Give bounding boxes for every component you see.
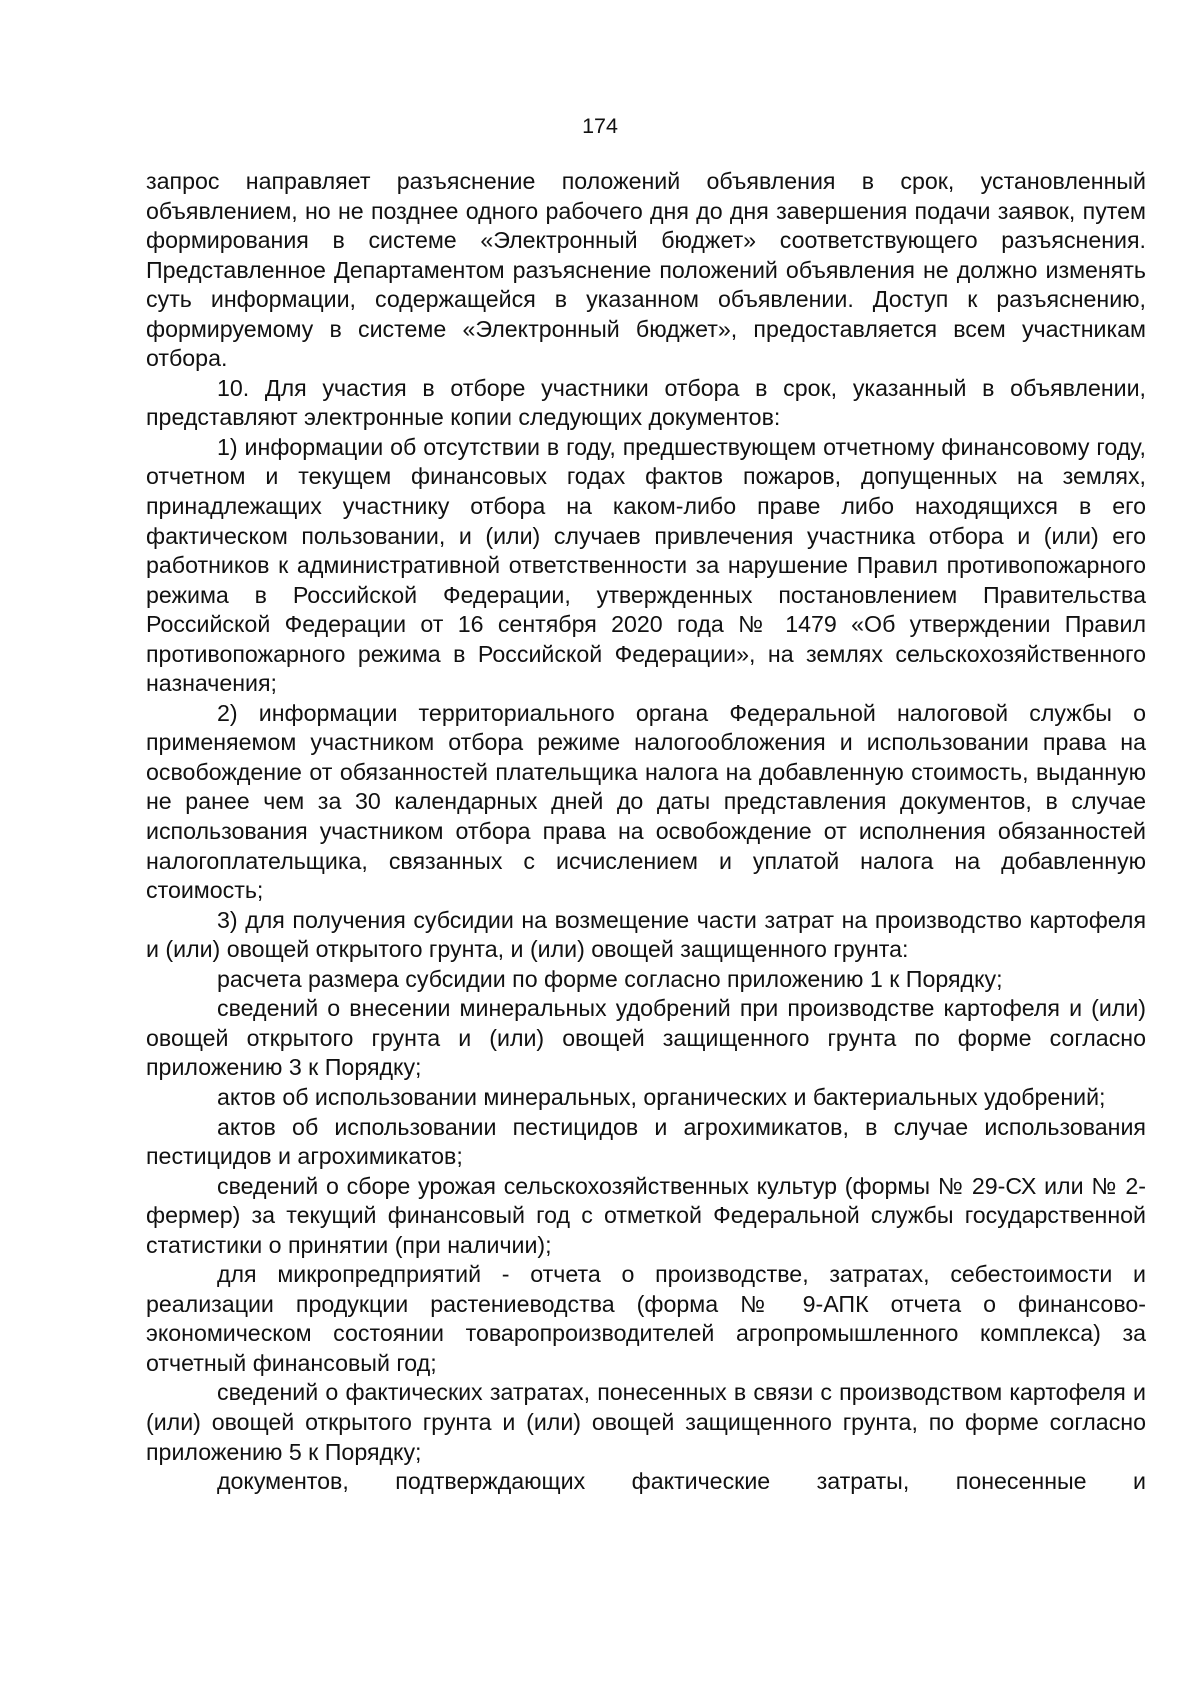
paragraph-subitem-1: 1) информации об отсутствии в году, предшествующем отчетному финансовому году, отчетном и текущем финансовых годах фактов пожаров, допущенных на землях, принадлежащих участнику отбора на каком-либо праве либо находящихся в его фактическом пользовании, и (или) случаев привлечения участника отбора и (или) его работников к административной ответственности за нарушение Правил противопожарного режима в Российской Федерации, утвержденных постановлением Правительства Российской Федерации от 16 сентября 2020 года № 1479 «Об утверждении Правил противопожарного режима в Российской Федерации», на землях сельскохозяйственного назначения; [146, 433, 1146, 697]
paragraph-fertilizer-info: сведений о внесении минеральных удобрений при производстве картофеля и (или) овощей открытого грунта и (или) овощей защищенного грунта по форме согласно приложению 3 к Порядку; [146, 995, 1146, 1081]
paragraph-harvest-info: сведений о сборе урожая сельскохозяйственных культур (формы № 29-СХ или № 2-фермер) за текущий финансовый год с отметкой Федеральной службы государственной статистики о принятии (при наличии); [146, 1172, 1146, 1258]
paragraph-fertilizer-acts: актов об использовании минеральных, органических и бактериальных удобрений; [217, 1083, 1106, 1110]
paragraph-subitem-2: 2) информации территориального органа Федеральной налоговой службы о применяемом участником отбора режиме налогообложения и использовании права на освобождение от обязанностей плательщика налога на добавленную стоимость, выданную не ранее чем за 30 календарных дней до даты представления документов, в случае использования участником отбора права на освобождение от исполнения обязанностей налогоплательщика, связанных с исчислением и уплатой налога на добавленную стоимость; [146, 699, 1146, 904]
document-body [146, 167, 1146, 1497]
paragraph-micro-enterprise-report: для микропредприятий - отчета о производстве, затратах, себестоимости и реализации продукции растениеводства (форма № 9-АПК отчета о финансово-экономическом состоянии товаропроизводителей агропромышленного комплекса) за отчетный финансовый год; [146, 1261, 1146, 1376]
paragraph-clarification-continued: запрос направляет разъяснение положений объявления в срок, установленный объявлением, но не позднее одного рабочего дня до дня завершения подачи заявок, путем формирования в системе «Электронный бюджет» соответствующего разъяснения. Представленное Департаментом разъяснение положений объявления не должно изменять суть информации, содержащейся в указанном объявлении. Доступ к разъяснению, формируемому в системе «Электронный бюджет», предоставляется всем участникам отбора. [146, 168, 1146, 372]
paragraph-item-10: 10. Для участия в отборе участники отбора в срок, указанный в объявлении, представляют электронные копии следующих документов: [146, 374, 1146, 431]
paragraph-subitem-3: 3) для получения субсидии на возмещение части затрат на производство картофеля и (или) овощей открытого грунта, и (или) овощей защищенного грунта: [146, 906, 1146, 963]
paragraph-cost-documents: документов, подтверждающих фактические затраты, понесенные и [217, 1468, 1146, 1495]
paragraph-subsidy-calculation: расчета размера субсидии по форме согласно приложению 1 к Порядку; [217, 965, 1003, 992]
page-number: 174 [582, 114, 618, 138]
paragraph-pesticide-acts: актов об использовании пестицидов и агрохимикатов, в случае использования пестицидов и агрохимикатов; [146, 1113, 1146, 1170]
paragraph-actual-costs: сведений о фактических затратах, понесенных в связи с производством картофеля и (или) овощей открытого грунта и (или) овощей защищенного грунта, по форме согласно приложению 5 к Порядку; [146, 1379, 1146, 1465]
